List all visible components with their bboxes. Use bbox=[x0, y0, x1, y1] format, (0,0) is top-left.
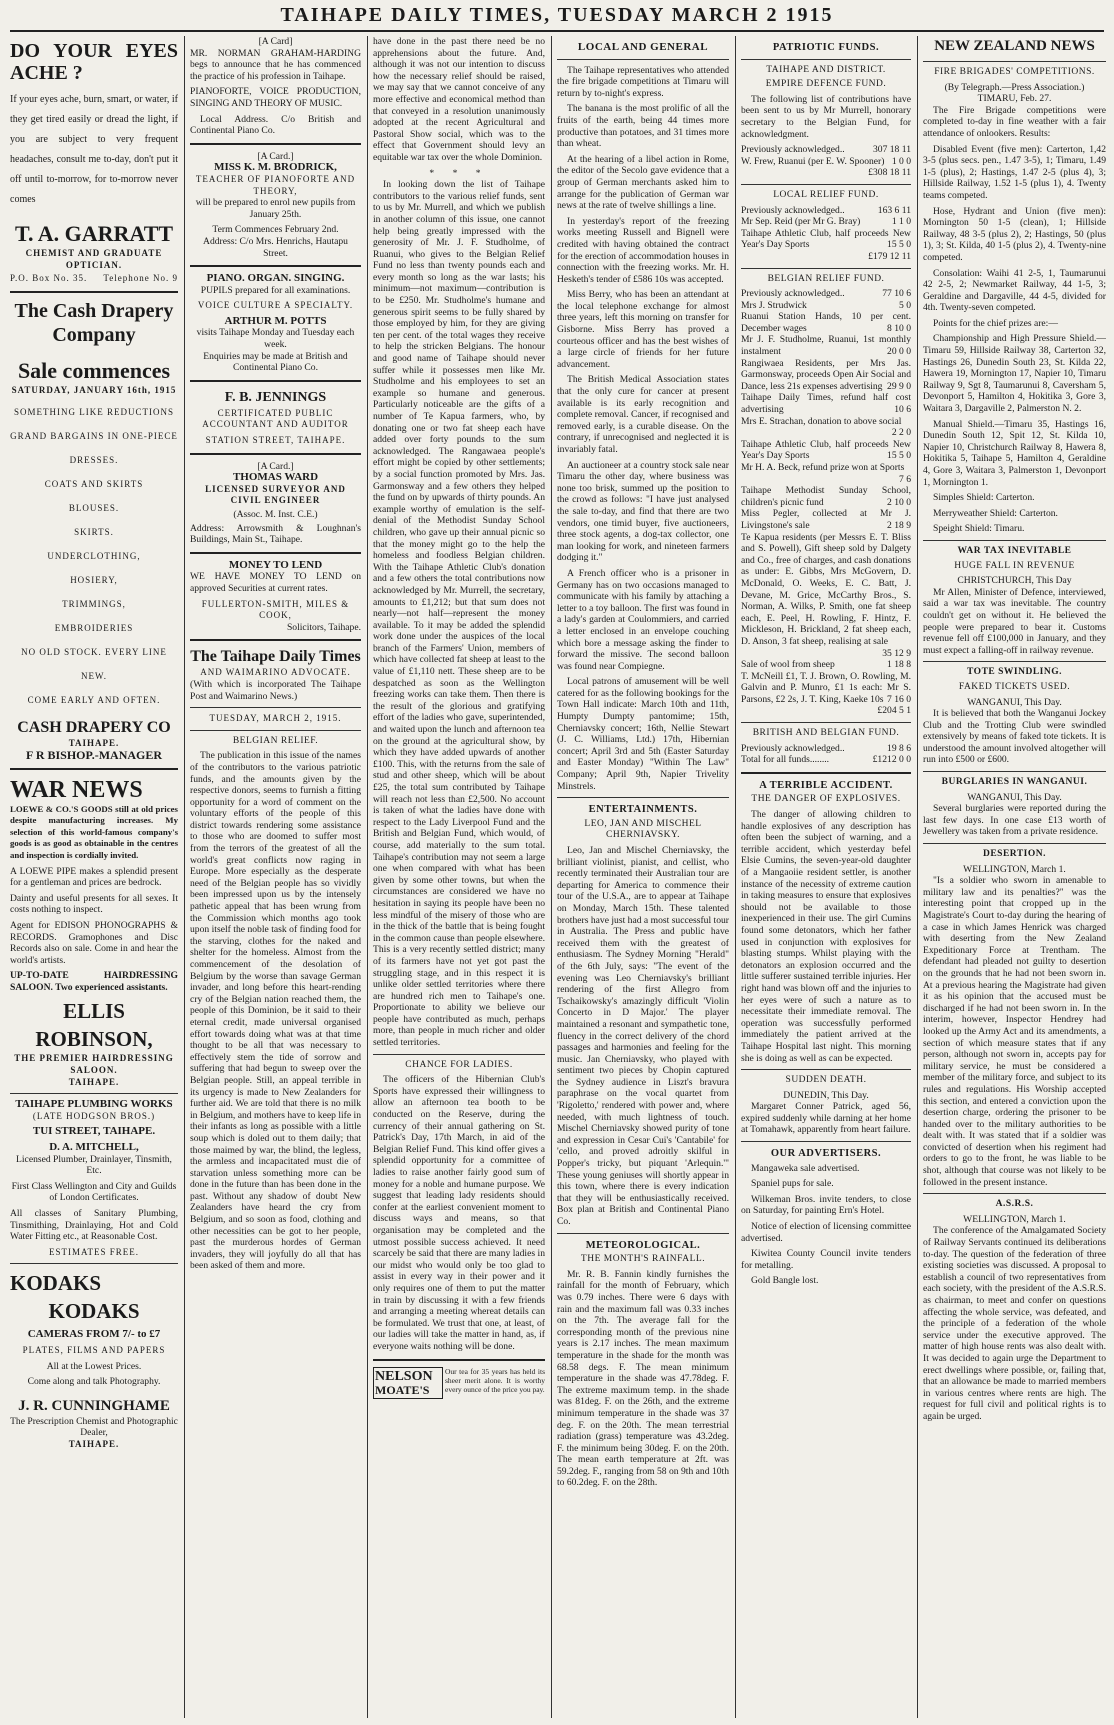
fund-row bbox=[741, 416, 911, 439]
belgian-relief-text: The publication in this issue of the names of the contributors to the various patriotic funds, and the amounts given by the respective donors, seems to furnish a fitting opportunity for a word of comment on the voluntary efforts of the people of this district towards rendering some assistance to those who are doomed to suffer most from the terrors of the greatest of all the world's great conflicts now raging in Europe. More especially as the desperate need of the Belgian people has so vividly been impressed upon us by the intensely pathetic appeal that has been wrung from the Commission which months ago took upon itself the noble task of finding food for the starving, clothes for the naked and shelter for the homeless. Almost from the commencement of the desolation of Belgium by the worse than savage German invader, and long before this heart-rending cry of the Belgian nation reached them, the people of this Dominion, be it said to their eternal credit, made universal organised effort towards doing what was at that time thought to be all that was necessary to effectively stem the tide of sorrow and suffering that had begun to sweep over the Belgian people. Still, an appeal terrible in its urgency is made to New Zealanders for further aid. We are told that there is no milk in Belgium, and mothers have to keep life in their infants as long as possible with a little soup which is doled out to them daily; that those maimed by war, the blind, the legless, the armless and incapacitated must die of starvation unless something more can be done in the future than has been done in the past. Without any shadow of doubt New Zealanders have heard the cry from Belgium, and so soon as food, clothing and other necessities can be got to her people, past the murderous hordes of German invaders, they will joyfully do all that has been asked of them and more. bbox=[190, 750, 361, 1272]
kodaks-plates: PLATES, FILMS AND PAPERS bbox=[22, 1344, 166, 1355]
sale-line: HOSIERY, bbox=[70, 575, 118, 586]
fund-row-amount: 29 9 0 bbox=[887, 380, 911, 392]
garratt-name: T. A. GARRATT bbox=[14, 221, 174, 246]
fund-row-label: Miss Pegler, collected at Mr J. Livingstone's sale bbox=[741, 508, 911, 531]
divider bbox=[741, 772, 911, 774]
divider bbox=[190, 730, 361, 731]
local-general-item: Local patrons of amusement will be well catered for as the following bookings for the Town Hall indicate: March 10th and 11th, Humpty Dumpty pantomime; 15th, Cherniavsky concert; 16th, Nellie Stewart (J. C. Williams, Ltd.) 17th, Hibernian concert; April 3rd and 5th (Easter Saturday and Easter Monday) "Within The Law" Company; April 9th, Napier Trivelity Minstrels. bbox=[557, 676, 729, 792]
fire-championship: Championship and High Pressure Shield.—Timaru 59, Hillside Railway 38, Carterton 32, Hastings 26, Dunedin South 23, St. Kilda 22, Hawera 19, Mornington 17, Napier 10, Timaru Railway 9, Sgt 8, Taumarunui 8, Caversham 5, Devonport 5, Hamilton 4, Hokitika 3, Gore 3, Waitara 3, Dargaville 2, Palmerston N. 2. bbox=[923, 333, 1106, 415]
potts-text: visits Taihape Monday and Tuesday each week. bbox=[196, 327, 355, 351]
fund-row bbox=[741, 462, 911, 485]
sale-title: Sale commences bbox=[17, 357, 171, 383]
kodaks-title: KODAKS bbox=[10, 1271, 102, 1296]
fire-text: The Fire Brigade competitions were completed to-day in fine weather with a fair attendance of onlookers. Results: bbox=[923, 104, 1106, 139]
divider bbox=[10, 1093, 178, 1094]
advertisers-list bbox=[741, 1163, 911, 1287]
garratt-po-box: P.O. Box No. 35. bbox=[10, 273, 88, 284]
fund-row bbox=[741, 532, 911, 660]
sale-line: SKIRTS. bbox=[74, 527, 114, 538]
cash-co-town: TAIHAPE. bbox=[68, 738, 120, 749]
local-general-heading: LOCAL AND GENERAL bbox=[577, 41, 709, 53]
divider bbox=[373, 1359, 545, 1361]
fund-row bbox=[741, 754, 911, 766]
fund-row-amount: 20 0 0 bbox=[887, 346, 911, 358]
cash-co-name: CASH DRAPERY CO bbox=[17, 719, 171, 737]
divider bbox=[741, 1141, 911, 1142]
fund-row-label: T. McNeill £1, T. J. Brown, O. Rowling, M. Galvin and P. Munro, £1 1s each: Mr S. Parsons, £2 2s, J. T. King, Kaeke 10s bbox=[741, 670, 911, 705]
fund-row bbox=[741, 216, 911, 228]
advertiser-item: Notice of election of licensing committee advertised. bbox=[741, 1221, 911, 1244]
fund-row bbox=[741, 334, 911, 357]
tote-text: It is believed that both the Wanganui Jockey Club and the Trotting Club were swindled extensively by means of faked tote tickets. It is understood the amount involved altogether will run into £500 or £600. bbox=[923, 708, 1106, 766]
desertion-heading: DESERTION. bbox=[982, 849, 1046, 860]
burglaries-place: WANGANUI, This Day. bbox=[967, 791, 1062, 803]
divider bbox=[923, 771, 1106, 772]
fund-row-amount: £204 5 1 bbox=[877, 705, 911, 717]
local-general-item: At the hearing of a libel action in Rome, the editor of the Secolo gave evidence that a group of German merchants asked him to arrange for the publication of German war news at the rate of twelve shillings a line. bbox=[557, 153, 729, 212]
divider bbox=[923, 661, 1106, 662]
divider bbox=[741, 722, 911, 723]
burglaries-text: Several burglaries were reported during the last few days. In one case £13 worth of Jewellery was taken from a private residence. bbox=[923, 803, 1106, 838]
divider bbox=[923, 61, 1106, 62]
fund-row bbox=[741, 671, 911, 706]
fund-row bbox=[741, 358, 911, 393]
fund-row-amount: 10 6 bbox=[894, 404, 911, 416]
jennings-name: F. B. JENNINGS bbox=[224, 389, 327, 405]
local-relief-heading: LOCAL RELIEF FUND. bbox=[773, 189, 879, 200]
fund-row-label: Ruanui Station Hands, 10 per cent. December wages bbox=[741, 311, 911, 334]
meteorological-sub: THE MONTH'S RAINFALL. bbox=[580, 1254, 706, 1265]
column-local-general bbox=[557, 36, 729, 1718]
fire-points: Points for the chief prizes are:— bbox=[933, 317, 1058, 329]
fund-row-amount: £1212 0 0 bbox=[872, 754, 911, 766]
plumbing-trade: Licensed Plumber, Drainlayer, Tinsmith, Etc. bbox=[16, 1153, 172, 1177]
fund-row bbox=[741, 288, 911, 300]
column-nz-news bbox=[923, 36, 1106, 1718]
fund-row-label: Taihape Daily Times, refund half cost advertising bbox=[741, 392, 911, 416]
asrs-place: WELLINGTON, March 1. bbox=[963, 1213, 1066, 1225]
fund-row-label: Previously acknowledged.. bbox=[741, 742, 845, 754]
editorial-text: have done in the past there need be no apprehensions about the future. And, although it was not our intention to discuss how the necessary relief should be raised, we may say that we cannot conceive of any more effective and economical method than that conveyed in a resolution unanimously adopted at the recent Agricultural and Pastoral Show social, which was to the effect that Government should levy an equitable war tax over the whole Dominion. bbox=[373, 36, 545, 163]
advertiser-item: Wilkeman Bros. invite tenders, to close on Saturday, for painting Ern's Hotel. bbox=[741, 1193, 911, 1217]
fund-row-amount: 7 6 bbox=[899, 473, 911, 485]
divider bbox=[741, 59, 911, 60]
fund-row-amount: £179 12 11 bbox=[868, 250, 911, 262]
local-general-items bbox=[557, 65, 729, 793]
chance-text: The officers of the Hibernian Club's Sports have expressed their willingness to allow an afternoon tea booth to be conducted on the Reserve, during the currency of their annual gathering on St. Patrick's Day, 17th March, in aid of the Belgian Relief Fund. This kind offer gives a splendid opportunity for a committee of ladies to raise another fairly good sum of money for a noble and humane purpose. We suggest that leading lady residents should confer at the earliest convenient moment to discuss ways and means, so that organisation may be completed and the utmost possible success achieved. It need scarcely be said that there are many ladies in our midst who would only be too glad to assist in every way in their power and it only requires one of them to put the matter in train by discussing it with a few friends and arranging a meeting whereat details can be formulated. We trust that one, at least, of our ladies will take the matter in hand, as, if everyone waits nothing will be done. bbox=[373, 1074, 545, 1352]
divider bbox=[190, 143, 361, 145]
money-firm: FULLERTON-SMITH, MILES & COOK, bbox=[201, 598, 350, 621]
ellis-town: TAIHAPE. bbox=[68, 1076, 120, 1087]
belgian-relief-heading: BELGIAN RELIEF. bbox=[232, 735, 319, 746]
fund-row-amount: 15 5 0 bbox=[887, 239, 911, 251]
fund-row bbox=[741, 251, 911, 263]
fire-consolation: Consolation: Waihi 41 2-5, 1, Taumarunui 42 2-5, 2; Newmarket Railway, 44 1-5, 3; Geraldine and Dargaville, 44 4-5, divided for 4th. Twenty-seven competed. bbox=[923, 267, 1106, 314]
cunninghame-title: The Prescription Chemist and Photographic Dealer, bbox=[10, 1415, 178, 1439]
eyes-ad-text: If your eyes ache, burn, smart, or water, if they get tired easily or dread the light, if you are subject to very frequent headaches, consult me to-day, don't put it off until to-morrow, for to-morrow never comes bbox=[10, 94, 178, 205]
ward-name: THOMAS WARD bbox=[232, 471, 319, 484]
divider bbox=[190, 639, 361, 641]
fund-row bbox=[741, 300, 911, 312]
paper-note: (With which is incorporated The Taihape Post and Waimarino News.) bbox=[190, 678, 361, 702]
war-news-text-3: Dainty and useful presents for all sexes. It costs nothing to inspect. bbox=[10, 892, 178, 916]
divider bbox=[10, 291, 178, 293]
divider bbox=[741, 1069, 911, 1070]
divider bbox=[190, 265, 361, 267]
ward-assoc: (Assoc. M. Inst. C.E.) bbox=[233, 509, 318, 520]
column-rule bbox=[735, 36, 736, 1718]
sale-line: COATS AND SKIRTS bbox=[44, 479, 144, 490]
cunninghame-town: TAIHAPE. bbox=[68, 1438, 120, 1449]
advertiser-item: Mangaweka sale advertised. bbox=[751, 1162, 860, 1174]
divider bbox=[923, 843, 1106, 844]
divider bbox=[741, 268, 911, 269]
local-general-item: The British Medical Association states that the only cure for cancer at present available is its early recognition and complete removal. Cancer, if recognised and removed early, is a curable disease. On the contrary, if unrecognised and neglected it is invariably fatal. bbox=[557, 374, 729, 455]
fund-row bbox=[741, 144, 911, 156]
money-solicitors: Solicitors, Taihape. bbox=[286, 621, 361, 633]
card-label: [A Card.] bbox=[257, 460, 294, 472]
ellis-title: THE PREMIER HAIRDRESSING SALOON. bbox=[14, 1053, 174, 1076]
jennings-address: STATION STREET, TAIHAPE. bbox=[205, 435, 346, 446]
moate-word: MOATE'S bbox=[375, 1382, 430, 1397]
meteorological-text: Mr. R. B. Fannin kindly furnishes the rainfall for the month of February, which was 0.79 inches. There were 6 days with rain and the maximum fall was 0.33 inches on the 7th. The average fall for the corresponding month of the previous nine years is 2.17 inches. The mean maximum temperature in the shade for the month was 68.58 degs. F. The mean minimum temperature in the shade was 47.78deg. F. The extreme maximum temp. in the shade was 81deg. F. on the 26th, and the extreme minimum temperature in the shade was 37 deg. F. on the 20th. The mean terrestrial radiation (grass) temperature was 43.2deg. F. the minimum being 30deg. F. on the 20th. The mean earth temperature at 2ft. was 59.2deg. F., ranging from 58 on 9th and 10th to 60.2deg. F. on the 28th. bbox=[557, 1268, 729, 1489]
fund-row-amount: 8 10 0 bbox=[887, 322, 911, 334]
ellis-name: ELLIS ROBINSON, bbox=[35, 999, 153, 1052]
potts-enquiries: Enquiries may be made at British and Continental Piano Co. bbox=[203, 350, 348, 374]
piano-title: PIANO. ORGAN. SINGING. bbox=[206, 272, 345, 285]
fire-hose: Hose, Hydrant and Union (five men): Mornington 50 1-5 (clean), 1; Hillside Railway, 48 3-5 (plus 2), 2; Hastings, 50 (plus 1), 3; St. Kilda, 40 1-5 (plus 2), 4. Twenty-nine competed. bbox=[923, 205, 1106, 263]
advertisers-heading: OUR ADVERTISERS. bbox=[770, 1148, 882, 1160]
war-news-text: LOEWE & CO.'S GOODS still at old prices despite manufacturing increases. My selection of this world-famous company's goods is as good as obtainable in the centres and inspection is cordially invited. bbox=[10, 803, 178, 860]
fire-results: Disabled Event (five men): Carterton, 1,42 3-5 (plus secs. pen., 1.47 3-5), 1; Timaru, 1.49 1-5 (plus), 2; Hastings, 1.47 2-5 (plus 4), 3; Hillside Railway, 1.52 1-5 (plus 1), 4. Twenty teams competed. bbox=[923, 143, 1106, 201]
sudden-death-heading: SUDDEN DEATH. bbox=[785, 1075, 867, 1086]
divider bbox=[190, 380, 361, 382]
war-tax-place: CHRISTCHURCH, This Day bbox=[957, 575, 1072, 587]
fund-row-label: Rangiwaea Residents, per Mrs Jas. Garmonsway, proceeds Open Air Social and Dance, less 21s expenses advertising bbox=[741, 357, 911, 392]
fund-row-amount: 2 10 0 bbox=[887, 496, 911, 508]
fund-row-label: Sale of wool from sheep bbox=[741, 659, 835, 671]
fund-row-label: Previously acknowledged.. bbox=[741, 288, 845, 300]
brodrick-address: Address: C/o Mrs. Henrichs, Hautapu Street. bbox=[203, 235, 348, 259]
sudden-death-text: Margaret Conner Patrick, aged 56, expired suddenly while darning at her home at Tomahawk, apparently from heart failure. bbox=[741, 1101, 911, 1136]
asrs-text: The conference of the Amalgamated Society of Railway Servants continued its deliberations to-day. The question of the federation of three existing societies was discussed. A proposal to establish a council of two representatives from each society, with the president of the A.S.R.S. as chairman, to meet and confer on questions affecting the whole service, was defeated, and the principle of a federation of the whole service under the executive approved. The matter of high house rents was also dealt with. It was decided to again urge the Department to erect dwellings where possible, or, failing that, that an allowance be made to married members in various centres where rents are high. The request for full civil and political rights is to again be urged. bbox=[923, 1225, 1106, 1422]
divider bbox=[373, 1054, 545, 1055]
local-general-item: An auctioneer at a country stock sale near Timaru the other day, where business was none too brisk, summed up the position to the crowd as follows: "I have just analysed the sale to-day, and find that there are two vendors, one timid buyer, five auctioneers, three stock agents, a dog-tax collector, one man looking for work, and nineteen farmers dodging it." bbox=[557, 459, 729, 564]
sale-list bbox=[10, 400, 178, 712]
fire-manual: Manual Shield.—Timaru 35, Hastings 16, Dunedin South 12, Spit 12, St. Kilda 10, Napier 10, Christchurch Railway 8, Hawera 8, Hokitika 5, Taihape 5, Hamilton 4, Geraldine 4, Gore 3, Waitara 3, Palmerston 1, Devonport 1, Mornington 1. bbox=[923, 418, 1106, 488]
money-text: WE HAVE MONEY TO LEND on approved Securities at current rates. bbox=[190, 571, 361, 594]
accident-text: The danger of allowing children to handle explosives of any description has often been the subject of warning, and a terrible accident, which yesterday befel Elsie Cumins, the seven-year-old daughter of a Mangaoiie resident settler, is another instance of the necessity of extreme caution in taking measures to ensure that explosives should not be available to those inexperienced in their use. The girl Cumins found some detonators, which her father used in conjunction with explosives for blasting stumps. Whilst playing with the detonators an explosion occurred and the little sufferer sustained terrible injuries. Her right hand was blown off and the injuries to her eyes were of such a nature as to necessitate their immediate removal. The operation was successfully performed immediately the patient arrived at the Taihape Hospital last night. This morning she is doing as well as can be expected. bbox=[741, 809, 911, 1064]
piano-pupils: PUPILS prepared for all examinations. bbox=[200, 284, 351, 296]
nelson-logo bbox=[373, 1367, 443, 1399]
fund-row bbox=[741, 659, 911, 671]
jennings-title: CERTIFICATED PUBLIC ACCOUNTANT AND AUDITOR bbox=[202, 407, 349, 430]
fund-row bbox=[741, 743, 911, 755]
fund-row-amount: 5 0 bbox=[899, 299, 911, 311]
cash-drapery-name: The Cash Drapery Company bbox=[14, 299, 174, 346]
nelson-word: NELSON bbox=[375, 1368, 433, 1384]
entertainments-text: Leo, Jan and Mischel Cherniavsky, the brilliant violinist, pianist, and cellist, who recently terminated their Australian tour are departing for America to commence their tour of the U.S.A., are to appear at Taihape on Monday, March 15th. These talented brothers have just had a most successful tour in Australia. The Press and public have received them with the greatest of enthusiasm. The Sydney Morning "Herald" of the 6th July, says: "The event of the evening was Leo Cherniavsky's brilliant rendering of the first Allegro from Tschaikowsky's amazingly difficult 'Violin Concerto in D Major.' The player maintained a resonant and sympathetic tone, fluency in the correct delivery of the chord passages and harmonies and feeling for the music. Jan Cherniavsky, who played with sentiment two pieces by Chopin captured the Sydney audience in Liszt's bravura paraphrase on the vocal quartet from 'Rigoletto,' rendered with power and, where needed, with much lightness of touch. Mischel Cherniavsky showed purity of tone and expression in Cesar Cui's 'Cantabile' for 'cello, and proved adroitly skilful in Popper's tricky, but piquant 'Arlequin.'" These young geniuses will shortly appear in this town, where there is every indication that they will be enthusiastically received. Box plan at British and Continental Piano Co. bbox=[557, 845, 729, 1227]
advertiser-item: Gold Bangle lost. bbox=[751, 1275, 819, 1287]
divider bbox=[190, 552, 361, 554]
entertainments-sub: LEO, JAN AND MISCHEL CHERNIAVSKY. bbox=[584, 818, 702, 841]
divider bbox=[557, 1233, 729, 1234]
fire-byline: (By Telegraph.—Press Association.) bbox=[944, 81, 1085, 93]
column-rule bbox=[367, 36, 368, 1718]
accident-heading: A TERRIBLE ACCIDENT. bbox=[759, 779, 893, 791]
garratt-telephone: Telephone No. 9 bbox=[103, 273, 178, 284]
tote-heading: TOTE SWINDLING. bbox=[967, 667, 1062, 678]
fund-row-label: Taihape Methodist Sunday School, children's picnic fund bbox=[741, 485, 911, 508]
advertiser-item: Spaniel pups for sale. bbox=[751, 1178, 834, 1190]
plumbing-cert: First Class Wellington and City and Guilds of London Certificates. bbox=[11, 1180, 177, 1204]
plumbing-street: TUI STREET, TAIHAPE. bbox=[32, 1125, 156, 1138]
paper-title: The Taihape Daily Times bbox=[190, 648, 361, 666]
entertainments-heading: ENTERTAINMENTS. bbox=[588, 804, 698, 816]
kodaks-prices: All at the Lowest Prices. bbox=[46, 1360, 142, 1372]
fund-row-label: Mrs J. Strudwick bbox=[741, 299, 807, 311]
fire-merryweather: Merryweather Shield: Carterton. bbox=[933, 507, 1058, 519]
column-editorial-continued bbox=[373, 36, 545, 1718]
plumbing-sub: (LATE HODGSON BROS.) bbox=[32, 1110, 156, 1121]
sale-line: BLOUSES. bbox=[68, 503, 120, 514]
card-graham-harding: MR. NORMAN GRAHAM-HARDING begs to announce that he has commenced the practice of his profession in Taihape. bbox=[190, 47, 361, 82]
eyes-ad-title: DO YOUR EYES ACHE ? bbox=[10, 40, 178, 84]
nelson-moate-ad bbox=[373, 1367, 545, 1399]
column-advertisements bbox=[10, 36, 178, 1718]
war-news-text-4: Agent for EDISON PHONOGRAPHS & RECORDS. Gramophones and Disc Records also on sale. Come in and hear the world's artists. bbox=[10, 919, 178, 966]
belgian-fund-table bbox=[741, 288, 911, 717]
local-general-item: In yesterday's report of the freezing works meeting Russell and Bignell were credited with having obtained the contract for the erection of accommodation houses in connection with the freezing works. Mr. H. Hesketh's tender of £586 10s was accepted. bbox=[557, 215, 729, 285]
column-rule bbox=[551, 36, 552, 1718]
brodrick-text: will be prepared to enrol new pupils from January 25th. bbox=[195, 197, 356, 220]
cash-co-manager: F R BISHOP.-MANAGER bbox=[25, 747, 163, 762]
fund-row-amount: 1 1 0 bbox=[891, 216, 911, 228]
fund-row-amount: £308 18 11 bbox=[868, 167, 911, 179]
war-news-title: WAR NEWS bbox=[10, 776, 143, 803]
nelson-text: Our tea for 35 years has held its sheer merit alone. It is worthy every ounce of the price you pay. bbox=[445, 1366, 545, 1394]
fund-row-label: Taihape Athletic Club, half proceeds New Year's Day Sports bbox=[741, 227, 911, 251]
divider bbox=[190, 707, 361, 708]
fund-row-amount: 163 6 11 bbox=[877, 204, 911, 216]
divider bbox=[10, 768, 178, 770]
british-belgian-table bbox=[741, 743, 911, 766]
divider bbox=[923, 1193, 1106, 1194]
fire-speight: Speight Shield: Timaru. bbox=[933, 523, 1025, 535]
british-belgian-heading: BRITISH AND BELGIAN FUND. bbox=[752, 728, 900, 739]
fund-row bbox=[741, 167, 911, 179]
fund-row-amount: 1 18 8 bbox=[887, 659, 911, 671]
divider bbox=[741, 184, 911, 185]
paper-sub: AND WAIMARINO ADVOCATE. bbox=[200, 667, 351, 678]
fund-row-label: Mrs E. Strachan, donation to above social bbox=[741, 415, 902, 427]
tote-place: WANGANUI, This Day. bbox=[967, 696, 1062, 708]
sale-date: SATURDAY, JANUARY 16th, 1915 bbox=[11, 384, 177, 395]
war-tax-heading: WAR TAX INEVITABLE bbox=[957, 545, 1072, 556]
sudden-death-place: DUNEDIN, This Day. bbox=[783, 1089, 869, 1101]
potts-name: ARTHUR M. POTTS bbox=[224, 314, 327, 327]
sale-line: COME EARLY AND OFTEN. bbox=[27, 695, 161, 706]
fund-row-amount: 15 5 0 bbox=[887, 450, 911, 462]
sale-line: EMBROIDERIES bbox=[54, 623, 134, 634]
brodrick-title: TEACHER OF PIANOFORTE AND THEORY, bbox=[195, 173, 356, 196]
fund-row bbox=[741, 508, 911, 531]
empire-fund-table bbox=[741, 144, 911, 179]
fund-row-amount: 19 8 6 bbox=[887, 742, 911, 754]
belgian-fund-heading: BELGIAN RELIEF FUND. bbox=[767, 273, 885, 284]
patriotic-heading: PATRIOTIC FUNDS. bbox=[772, 42, 880, 53]
masthead: TAIHAPE DAILY TIMES, TUESDAY MARCH 2 1915 bbox=[280, 4, 834, 26]
fire-place: TIMARU, Feb. 27. bbox=[977, 93, 1052, 105]
card-graham-harding-address: Local Address. C/o British and Continental Piano Co. bbox=[190, 113, 361, 137]
column-rule bbox=[917, 36, 918, 1718]
fund-row bbox=[741, 705, 911, 717]
card-label: [A Card.] bbox=[257, 150, 294, 162]
tote-sub: FAKED TICKETS USED. bbox=[958, 681, 1071, 692]
war-news-text-5: UP-TO-DATE HAIRDRESSING SALOON. Two experienced assistants. bbox=[10, 970, 178, 993]
editorial-text-2: In looking down the list of Taihape contributors to the various relief funds, sent to us by Mr. Murrell, and which we publish in another column of this issue, one cannot help being greatly impressed with the generosity of Mr. J. F. Studholme, of Ruanui, who gives to the Belgian Relief Fund no less than twenty pounds each and every month so long as the war lasts; his minimum—not maximum—contribution is to be £250. Mr. Studholme's humane and generous spirit seems to be fully shared by those employed by him, for they are giving ten per cent. of the total wages they receive to help the stricken Belgians. The honour and good name of Taihape should never suffer while it possesses men like Mr. Studholme and his employees to set an example so humane and generous. Particularly noticeable are the gifts of a number of Te Kapua farmers, who, by donating one or two fat sheep each have added over forty pounds to the sum acknowledged. The Rangawaea people's effort might be copied by other settlements; by a social function promoted by Mrs. Jas. Garmonsway and a few others they helped the fund on by upwards of thirty pounds. An example worthy of emulation is the self-denial of the Methodist Sunday School children, who gave up their annual picnic so that the money might go to the help the homeless and foodless Belgian children. With the Taihape Athletic Club's donation and a few others the total contributions now acknowledged by Mr. Murrell, the secretary, amounts to £1,212; but that sum does not nearly—not half—represent the money available. To it may be added the splendid work done under the auspices of the local branch of the Farmers' Union, members of which have collected fat sheep at least to the value of £1,110 nett. These sheep are to be despatched as soon as the Wellington freezing works can take them. Then there is the result of the glorious and gratifying effort of the ladies who gave, superintended, and waited upon the lunch and afternoon tea on the ground at the agricultural show, by which they have added upwards of another £100. This, with the returns from the sale of stud and other sheep, which will be about £25, the total sum contributed by Taihape will reach not less than £2,500. No account is taken of what the ladies have done with respect to the Lady Liverpool Fund and the British and Belgian Fund, which would, of course, add materially to the sum total. Taihape's contribution may not seem a large one when compared with what has been given by some other towns, but when the circumstances are considered we have no hesitation in saying its people have been no less mindful of the misery of those who are in the thick of the battle that is being fought in the common cause than people elsewhere. This is a very recently settled district; many of its farmers have not yet got past the struggling stage, and in this respect it is unlike older settled territories where there are hundred rich men to Taihape's one. Proportionate to ability we believe our people have contributed as much, perhaps more, than people in much richer and older settled territories. bbox=[373, 179, 545, 1049]
plumbing-title: TAIHAPE PLUMBING WORKS bbox=[15, 1098, 173, 1111]
fund-row-label: Mr Sep. Reid (per Mr G. Bray) bbox=[741, 216, 861, 228]
empire-intro: The following list of contributions have been sent to us by Mr Murrell, honorary secretary to the Belgian Fund, for acknowledgment. bbox=[741, 93, 911, 140]
kodaks-price: CAMERAS FROM 7/- to £7 bbox=[27, 1328, 161, 1341]
fund-row-label: W. Frew, Ruanui (per E. W. Spooner) bbox=[741, 155, 885, 167]
fund-row-label: Mr H. A. Beck, refund prize won at Sports bbox=[741, 462, 905, 473]
fund-row bbox=[741, 228, 911, 251]
sale-line: UNDERCLOTHING, bbox=[47, 551, 141, 562]
fire-heading: FIRE BRIGADES' COMPETITIONS. bbox=[934, 67, 1095, 77]
asterism: * * * bbox=[429, 167, 489, 179]
fund-row-amount: 307 18 11 bbox=[872, 144, 911, 156]
war-tax-text: Mr Allen, Minister of Defence, interviewed, said a war tax was inevitable. The country couldn't get on without it. He believed the people were prepared to bear it. Customs revenue fell off £100,000 in January, and they must expect a falling-off in railway revenue. bbox=[923, 586, 1106, 656]
fund-row bbox=[741, 392, 911, 415]
divider bbox=[557, 797, 729, 798]
fund-row-amount: 77 10 6 bbox=[882, 288, 911, 300]
fire-simples: Simples Shield: Carterton. bbox=[933, 492, 1035, 504]
plumbing-estimates: ESTIMATES FREE. bbox=[48, 1246, 139, 1257]
card-label: [A Card] bbox=[258, 36, 293, 47]
local-general-item: A French officer who is a prisoner in Germany has on two occasions managed to communicate with his family by attaching a letter to a toy balloon. The first was found in a lady's garden at Coulommiers, and carried a letter enclosed in an envelope couching which bore a message asking the finder to forward the missive. The second balloon was found near Compiegne. bbox=[557, 567, 729, 672]
local-general-item: The Taihape representatives who attended the fire brigade competitions at Timaru will return by to-night's express. bbox=[557, 64, 729, 99]
chance-heading: CHANCE FOR LADIES. bbox=[405, 1059, 513, 1070]
war-news-text-2: A LOEWE PIPE makes a splendid present for a gentleman and prices are bedrock. bbox=[10, 865, 178, 889]
fund-row-label: Te Kapua residents (per Messrs E. T. Bliss and S. Powell), Gift sheep sold by Dalgety and Co., free of charges, and cash donations as under: E. Gibbs, Mrs McGovern, D. McDonald, O. Weeks, E. C. Batt, J. Devane, M. Grice, McCarthy Bros., S. Norman, A. Wilks, P. Smith, one fat sheep each, E. Peel, H. Rowling, F. Hintz, F. Mickleson, H. Brickland, 2 fat sheep each, D. Anson, 3 fat sheep, realising at sale bbox=[741, 531, 911, 647]
fund-row-label: Mr J. F. Studholme, Ruanui, 1st monthly instalment bbox=[741, 334, 911, 358]
local-relief-table bbox=[741, 205, 911, 263]
patriotic-sub: TAIHAPE AND DISTRICT. bbox=[766, 64, 886, 75]
plumbing-text: All classes of Sanitary Plumbing, Tinsmithing, Drainlaying, Hot and Cold Water Fitting etc., at Reasonable Cost. bbox=[10, 1208, 178, 1243]
piano-voice: VOICE CULTURE A SPECIALTY. bbox=[197, 300, 354, 311]
ward-title: LICENSED SURVEYOR AND CIVIL ENGINEER bbox=[205, 483, 346, 506]
fund-row-label: Taihape Athletic Club, half proceeds New Year's Day Sports bbox=[741, 438, 911, 462]
accident-sub: THE DANGER OF EXPLOSIVES. bbox=[751, 794, 901, 805]
fund-row-amount: 2 2 0 bbox=[891, 427, 911, 439]
meteorological-heading: METEOROLOGICAL. bbox=[585, 1239, 701, 1251]
masthead-rule bbox=[10, 30, 1104, 32]
divider bbox=[190, 453, 361, 455]
fund-row bbox=[741, 156, 911, 168]
kodaks-come: Come along and talk Photography. bbox=[27, 1376, 161, 1388]
war-tax-sub: HUGE FALL IN REVENUE bbox=[954, 560, 1075, 571]
garratt-title: CHEMIST AND GRADUATE OPTICIAN. bbox=[25, 248, 163, 270]
divider bbox=[923, 540, 1106, 541]
empire-heading: EMPIRE DEFENCE FUND. bbox=[765, 79, 887, 90]
column-patriotic-funds bbox=[741, 36, 911, 1718]
burglaries-heading: BURGLARIES IN WANGANUI. bbox=[941, 777, 1088, 788]
fund-row bbox=[741, 205, 911, 217]
cunninghame-name: J. R. CUNNINGHAME bbox=[18, 1397, 170, 1414]
divider bbox=[10, 1263, 178, 1264]
fund-row-amount: 1 0 0 bbox=[891, 155, 911, 167]
brodrick-name: MISS K. M. BRODRICK, bbox=[214, 161, 337, 174]
fund-row-label: Previously acknowledged.. bbox=[741, 144, 845, 156]
fund-row bbox=[741, 439, 911, 462]
divider bbox=[557, 59, 729, 60]
column-rule bbox=[184, 36, 185, 1718]
advertiser-item: Kiwitea County Council invite tenders for metalling. bbox=[741, 1248, 911, 1271]
fund-row-label: Previously acknowledged.. bbox=[741, 204, 845, 216]
local-general-item: The banana is the most prolific of all the fruits of the earth, being 44 times more productive than potatoes, and 31 times more than wheat. bbox=[557, 103, 729, 150]
sale-line: TRIMMINGS, bbox=[62, 599, 126, 610]
fund-row-amount: 35 12 9 bbox=[882, 647, 911, 659]
sale-line: NO OLD STOCK. EVERY LINE NEW. bbox=[21, 647, 167, 682]
plumbing-name: D. A. MITCHELL, bbox=[49, 1141, 139, 1154]
nz-news-heading: NEW ZEALAND NEWS bbox=[934, 38, 1095, 54]
ward-address: Address: Arrowsmith & Loughnan's Buildings, Main St., Taihape. bbox=[190, 522, 361, 546]
asrs-heading: A.S.R.S. bbox=[995, 1199, 1034, 1210]
desertion-text: "Is a soldier who sworn in amenable to military law and its penalties?" was the interesting point that cropped up in the Magistrate's Court to-day during the hearing of a case in which James Henrick was charged with deserting from the New Zealand Expeditionary Force at Trentham. The defendant had pleaded not guilty to desertion on the grounds that he had not been sworn in. At a previous hearing the Magistrate had given it as his opinion that the accused must be discharged if he had not been sworn in. In the interim, however, Inspector Hendrey had looked up the Army Act and its amendments, a section of which measure states that if any person, although not sworn in, accepts pay for military service, he must be considered a member of the military force, and subject to its rules and regulations. His Worship accepted this section, and entered a conviction upon the desertion charge, ordering the prisoner to be handed over to the military authorities to be dealt with. It was stated that if a soldier was convicted of desertion when his regiment had orders to go to the front, he was liable to be shot, although that course was not likely to be followed in the present instance. bbox=[923, 875, 1106, 1188]
fund-row-amount: 2 18 9 bbox=[887, 519, 911, 531]
desertion-place: WELLINGTON, March 1. bbox=[963, 863, 1066, 875]
brodrick-term: Term Commences February 2nd. bbox=[212, 224, 339, 236]
fund-row bbox=[741, 485, 911, 508]
column-cards-editorial bbox=[190, 36, 361, 1718]
sale-line: GRAND BARGAINS IN ONE-PIECE DRESSES. bbox=[10, 431, 178, 466]
fund-row bbox=[741, 311, 911, 334]
local-general-item: Miss Berry, who has been an attendant at the local telephone exchange for almost three years, left this morning on transfer for Gisborne. Miss Berry has proved a courteous officer and has the best wishes of a large circle of friends for her future advancement. bbox=[557, 289, 729, 370]
money-title: MONEY TO LEND bbox=[228, 558, 323, 571]
dateline: TUESDAY, MARCH 2, 1915. bbox=[209, 713, 342, 724]
card-graham-harding-subjects: PIANOFORTE, VOICE PRODUCTION, SINGING AND THEORY OF MUSIC. bbox=[190, 86, 361, 109]
fund-row-label: Total for all funds........ bbox=[741, 754, 830, 766]
kodaks-title-2: KODAKS bbox=[48, 1299, 140, 1324]
sale-line: SOMETHING LIKE REDUCTIONS bbox=[14, 407, 174, 418]
fund-row-amount: 7 16 0 bbox=[887, 693, 911, 705]
